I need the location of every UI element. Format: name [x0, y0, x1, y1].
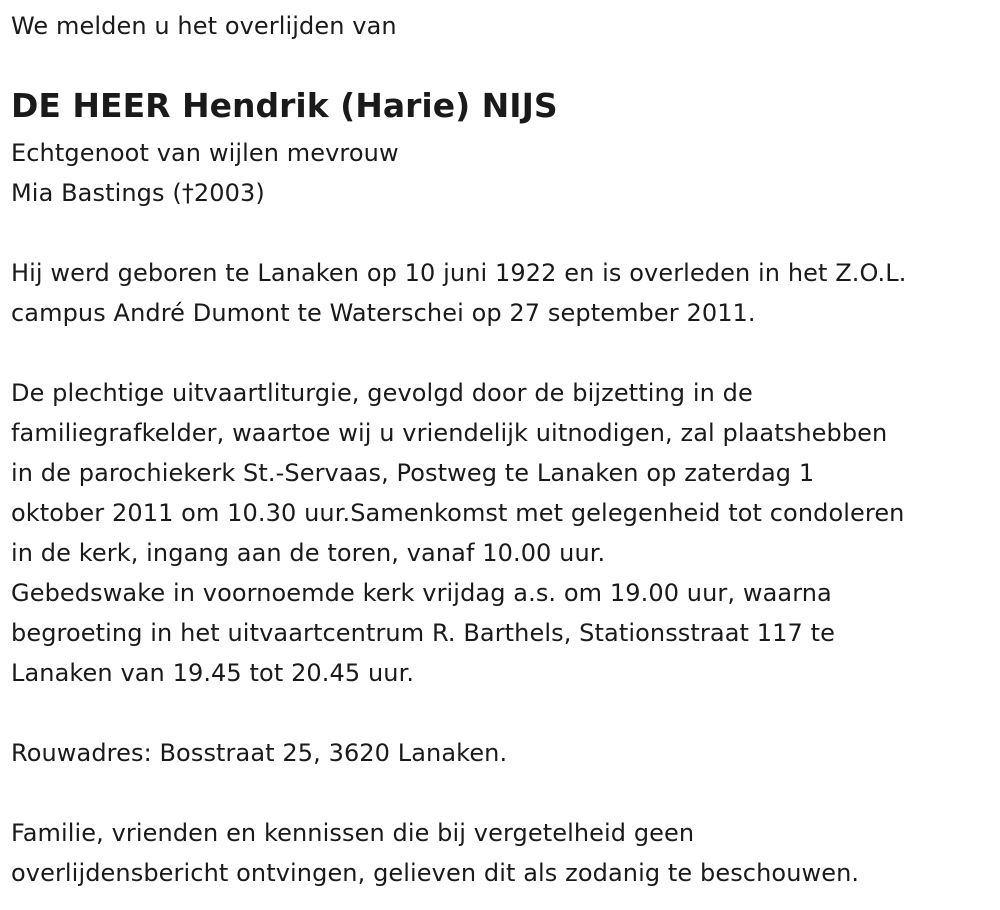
funeral-paragraph — [11, 373, 905, 693]
birth-death-paragraph — [11, 253, 906, 333]
paragraph-line: familiegrafkelder, waartoe wij u vriendelijk uitnodigen, zal plaatshebben — [11, 419, 888, 447]
paragraph-line: begroeting in het uitvaartcentrum R. Barthels, Stationsstraat 117 te — [11, 619, 835, 647]
paragraph-line: overlijdensbericht ontvingen, gelieven dit als zodanig te beschouwen. — [11, 859, 860, 887]
spouse-line-2 — [11, 173, 399, 213]
paragraph-line: Lanaken van 19.45 tot 20.45 uur. — [11, 659, 415, 687]
paragraph-line: in de kerk, ingang aan de toren, vanaf 10.00 uur. — [11, 539, 606, 567]
spouse-death-year: 2003) — [193, 179, 265, 207]
paragraph-line: oktober 2011 om 10.30 uur.Samenkomst met gelegenheid tot condoleren — [11, 499, 905, 527]
paragraph-line: Hij werd geboren te Lanaken op 10 juni 1922 en is overleden in het Z.O.L. — [11, 259, 907, 287]
paragraph-line: Gebedswake in voornoemde kerk vrijdag a.s. om 19.00 uur, waarna — [11, 579, 832, 607]
family-note-paragraph — [11, 813, 859, 893]
cross-icon: † — [181, 179, 194, 207]
spouse-line-1: Echtgenoot van wijlen mevrouw — [11, 139, 399, 167]
paragraph-line: Familie, vrienden en kennissen die bij vergetelheid geen — [11, 819, 695, 847]
paragraph-line: campus André Dumont te Waterschei op 27 september 2011. — [11, 299, 756, 327]
paragraph-line: De plechtige uitvaartliturgie, gevolgd door de bijzetting in de — [11, 379, 753, 407]
paragraph-line: in de parochiekerk St.-Servaas, Postweg te Lanaken op zaterdag 1 — [11, 459, 815, 487]
spouse-paragraph — [11, 133, 399, 213]
deceased-name: DE HEER Hendrik (Harie) NIJS — [11, 86, 558, 125]
intro-text: We melden u het overlijden van — [11, 12, 397, 40]
mourning-address: Rouwadres: Bosstraat 25, 3620 Lanaken. — [11, 739, 508, 767]
spouse-name: Mia Bastings ( — [11, 179, 182, 207]
address-paragraph — [11, 733, 507, 773]
